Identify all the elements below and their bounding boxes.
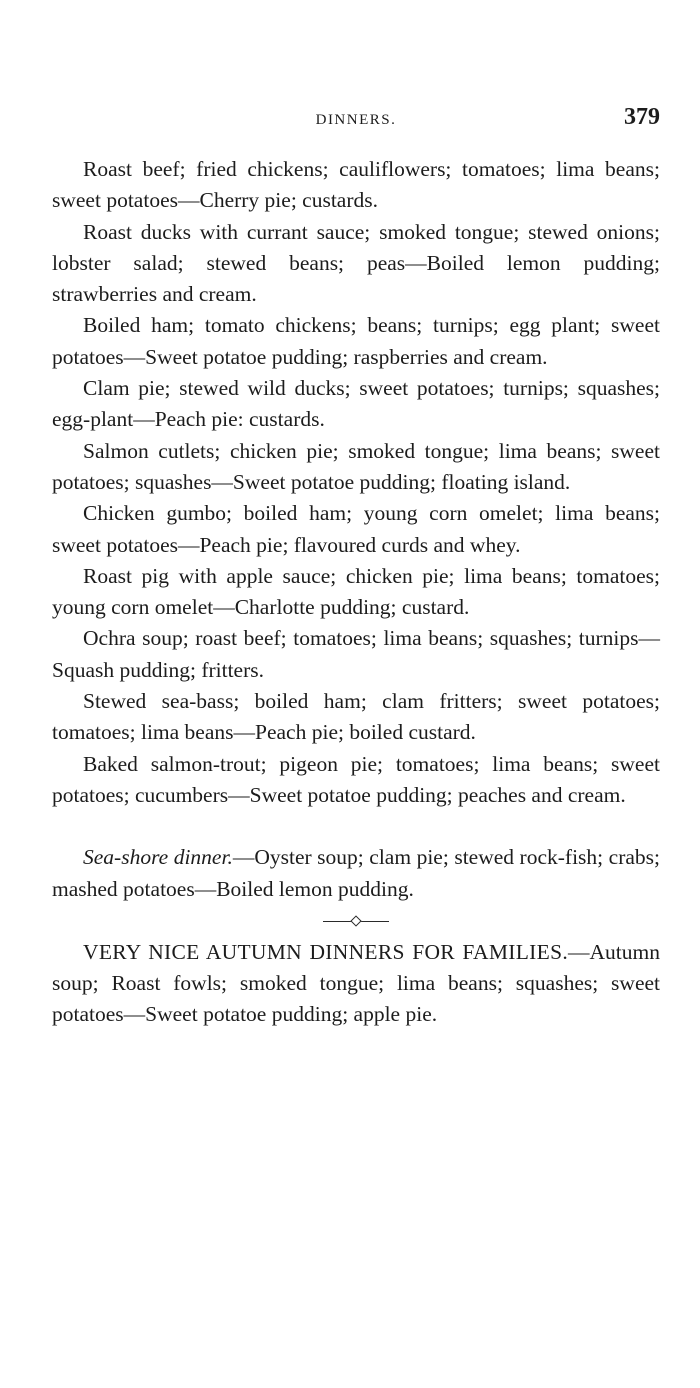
autumn-text: —Autumn soup; Roast fowls; smoked tongue; lima beans; squashes; sweet potatoes—Sweet potatoe pudding; apple pie. (52, 939, 660, 1027)
menu-paragraph: Roast beef; fried chickens; cauliflowers; tomatoes; lima beans; sweet potatoes—Cherry pie; custards. (52, 157, 660, 213)
sea-shore-paragraph (52, 842, 660, 905)
page-number: 379 (624, 104, 660, 130)
menu-paragraph: Salmon cutlets; chicken pie; smoked tongue; lima beans; sweet potatoes; squashes—Sweet potatoe pudding; floating island. (52, 438, 660, 494)
menu-paragraph: Chicken gumbo; boiled ham; young corn omelet; lima beans; sweet potatoes—Peach pie; flavoured curds and whey. (52, 501, 660, 557)
body-text (52, 154, 660, 1031)
menu-paragraph: Roast pig with apple sauce; chicken pie; lima beans; tomatoes; young corn omelet—Charlotte pudding; custard. (52, 563, 660, 620)
running-title: DINNERS. (315, 112, 397, 128)
menu-paragraph: Baked salmon-trout; pigeon pie; tomatoes; lima beans; sweet potatoes; cucumbers—Sweet potatoe pudding; peaches and cream. (52, 751, 660, 807)
menu-paragraph: Clam pie; stewed wild ducks; sweet potatoes; turnips; squashes; egg-plant—Peach pie: custards. (52, 376, 660, 432)
section-heading: VERY NICE AUTUMN DINNERS FOR FAMILIES. (83, 939, 569, 964)
sea-shore-text: —Oyster soup; clam pie; stewed rock-fish; crabs; mashed potatoes—Boiled lemon pudding. (52, 845, 660, 901)
ornamental-divider (323, 915, 389, 927)
running-head (52, 104, 660, 134)
sea-shore-label: Sea-shore dinner. (83, 845, 233, 870)
menu-paragraph: Boiled ham; tomato chickens; beans; turnips; egg plant; sweet potatoes—Sweet potatoe pudding; raspberries and cream. (52, 313, 660, 369)
autumn-paragraph (52, 937, 660, 1031)
menu-paragraph: Roast ducks with currant sauce; smoked tongue; stewed onions; lobster salad; stewed beans; peas—Boiled lemon pudding; strawberries and cream. (52, 219, 660, 307)
menu-paragraph: Ochra soup; roast beef; tomatoes; lima beans; squashes; turnips—Squash pudding; fritters. (52, 626, 660, 682)
menu-paragraph: Stewed sea-bass; boiled ham; clam fritters; sweet potatoes; tomatoes; lima beans—Peach pie; boiled custard. (52, 689, 660, 745)
